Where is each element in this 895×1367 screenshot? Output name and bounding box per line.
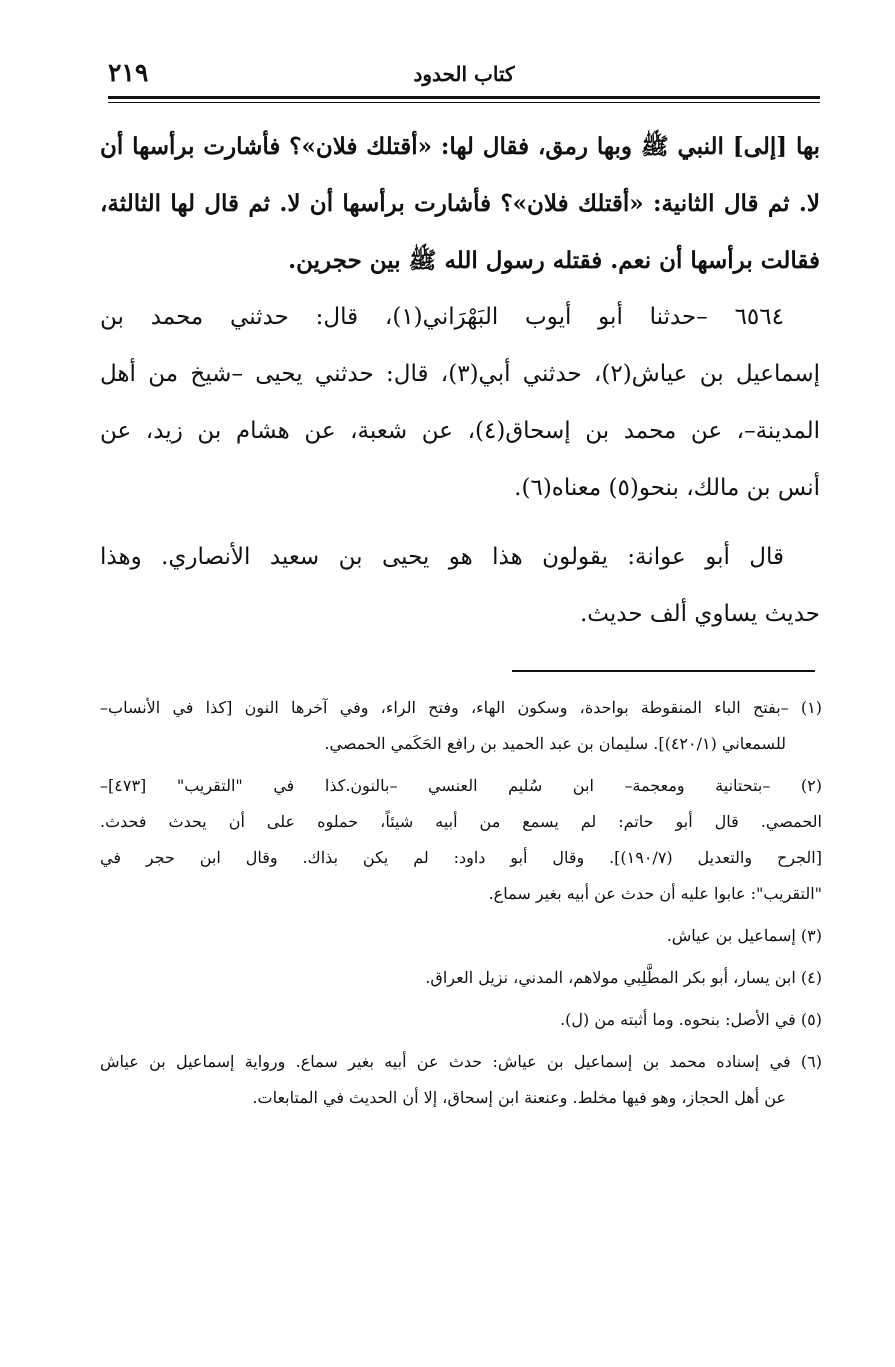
hadith-line: ٦٥٦٤ –حدثنا أبو أيوب البَهْرَاني(١)، قال: حدثني محمد بن (100, 304, 784, 330)
hadith-line: أنس بن مالك، بنحو(٥) معناه(٦). (514, 475, 820, 501)
comment-line: قال أبو عوانة: يقولون هذا هو يحيى بن سعيد الأنصاري. وهذا (100, 544, 784, 570)
footnote-line: عن أهل الحجاز، وهو فيها مخلط. وعنعنة ابن إسحاق، إلا أن الحديث في المتابعات. (252, 1088, 786, 1107)
main-text (100, 118, 820, 643)
running-header (108, 58, 820, 92)
footnote-line: (٥) في الأصل: بنحوه. وما أثبته من (ل). (560, 1010, 822, 1029)
header-rule-thin (108, 102, 820, 103)
footnote-line: (٢) –بتحتانية ومعجمة– ابن سُليم العنسي –بالنون.كذا في "التقريب" [٤٧٣]– (100, 776, 822, 795)
footnote-line: الحمصي. قال أبو حاتم: لم يسمع من أبيه شيئاً، حملوه على أن يحدث فحدث. (100, 812, 822, 831)
text-line: فقالت برأسها أن نعم. فقتله رسول الله ﷺ بين حجرين. (288, 247, 820, 274)
footnotes (100, 690, 822, 1116)
footnote-line: (١) –بفتح الباء المنقوطة بواحدة، وسكون الهاء، وفتح الراء، وفي آخرها النون [كذا في الأنساب– (100, 698, 822, 717)
chapter-title: كتاب الحدود (413, 62, 515, 86)
hadith-line: المدينة–، عن محمد بن إسحاق(٤)، عن شعبة، عن هشام بن زيد، عن (100, 418, 821, 444)
header-rule-thick (108, 96, 820, 99)
footnote-line: (٦) في إسناده محمد بن إسماعيل بن عياش: حدث عن أبيه بغير سماع. ورواية إسماعيل بن عياش (100, 1052, 822, 1071)
comment-line: حديث يساوي ألف حديث. (579, 601, 820, 627)
footnote-line: "التقريب": عابوا عليه أن حدث عن أبيه بغير سماع. (488, 884, 822, 903)
footnote-line: (٤) ابن يسار، أبو بكر المطَّلِبي مولاهم، المدني، نزيل العراق. (425, 968, 822, 987)
footnote-line: للسمعاني (٤٢٠/١)]. سليمان بن عبد الحميد بن رافع الحَكَمي الحمصي. (324, 734, 786, 753)
text-line: بها [إلى] النبي ﷺ وبها رمق، فقال لها: «أقتلك فلان»؟ فأشارت برأسها أن (100, 133, 820, 160)
footnote-separator (512, 670, 815, 672)
hadith-line: إسماعيل بن عياش(٢)، حدثني أبي(٣)، قال: حدثني يحيى –شيخ من أهل (100, 361, 820, 387)
footnote-line: [الجرح والتعديل (١٩٠/٧)]. وقال أبو داود: لم يكن بذاك. وقال ابن حجر في (100, 848, 822, 867)
footnote-line: (٣) إسماعيل بن عياش. (666, 926, 822, 945)
text-line: لا. ثم قال الثانية: «أقتلك فلان»؟ فأشارت برأسها أن لا. ثم قال لها الثالثة، (100, 190, 820, 217)
page-number: ٢١٩ (108, 58, 149, 87)
